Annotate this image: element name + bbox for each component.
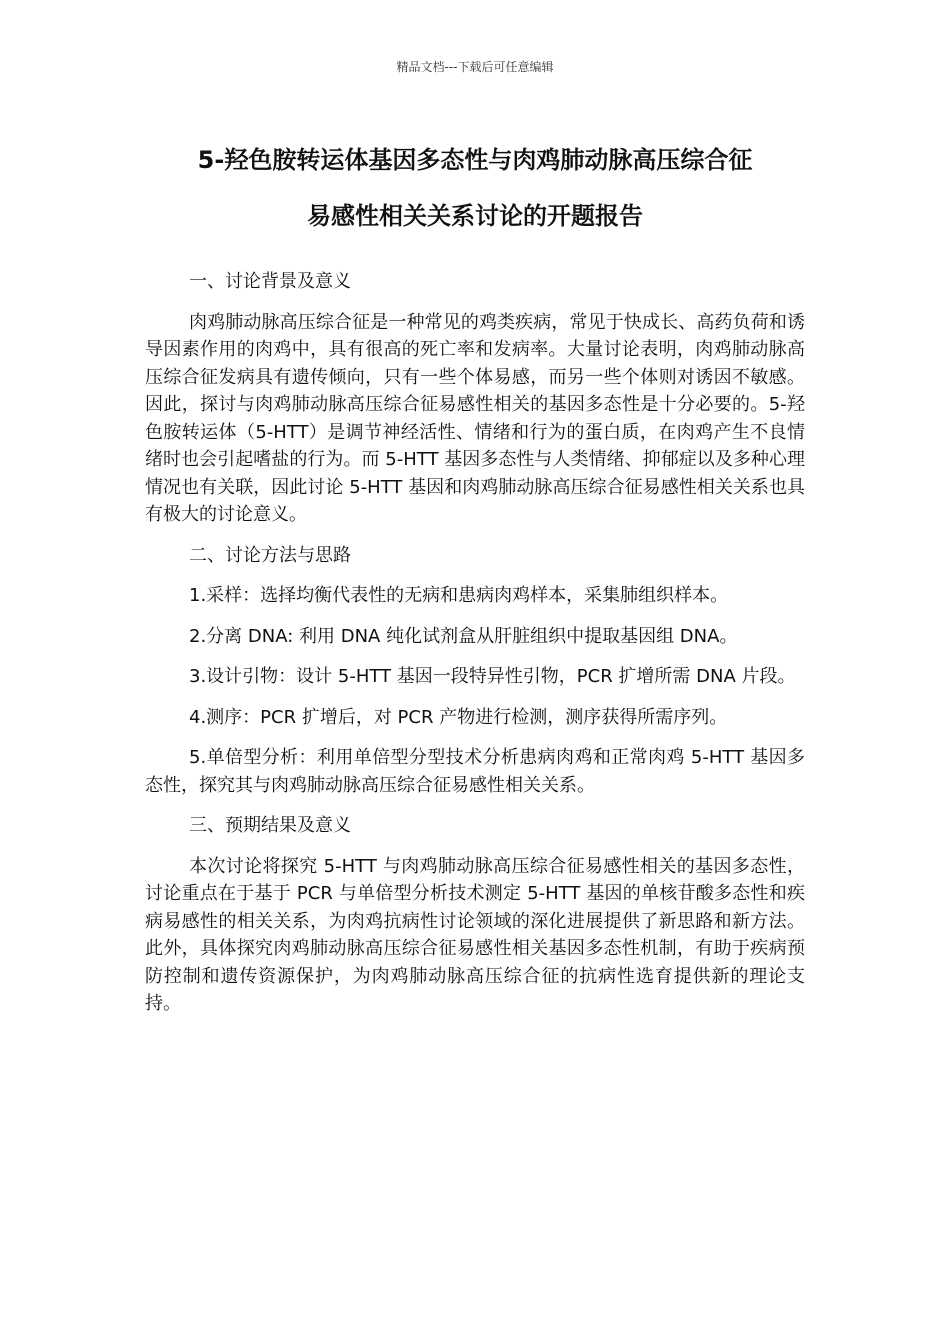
- background-paragraph: 肉鸡肺动脉高压综合征是一种常见的鸡类疾病，常见于快成长、高药负荷和诱导因素作用的肉鸡中，具有很高的死亡率和发病率。大量讨论表明，肉鸡肺动脉高压综合征发病具有遗传倾向，只有一些个体易感，而另一些个体则对诱因不敏感。因此，探讨与肉鸡肺动脉高压综合征易感性相关的基因多态性是十分必要的。5-羟色胺转运体（5-HTT）是调节神经活性、情绪和行为的蛋白质，在肉鸡产生不良情绪时也会引起嗜盐的行为。而 5-HTT 基因多态性与人类情绪、抑郁症以及多种心理情况也有关联，因此讨论 5-HTT 基因和肉鸡肺动脉高压综合征易感性相关关系也具有极大的讨论意义。: [145, 311, 805, 525]
- document-title-line-1: 5-羟色胺转运体基因多态性与肉鸡肺动脉高压综合征: [197, 146, 753, 174]
- header-note: 精品文档---下载后可任意编辑: [396, 60, 554, 74]
- method-step-3: 3.设计引物：设计 5-HTT 基因一段特异性引物，PCR 扩增所需 DNA 片段。: [189, 666, 796, 687]
- method-step-4: 4.测序：PCR 扩增后，对 PCR 产物进行检测，测序获得所需序列。: [189, 706, 728, 728]
- expected-results-paragraph: 本次讨论将探究 5-HTT 与肉鸡肺动脉高压综合征易感性相关的基因多态性，讨论重点在于基于 PCR 与单倍型分析技术测定 5-HTT 基因的单核苷酸多态性和疾病易感性的相关关系，为肉鸡抗病性讨论领域的深化进展提供了新思路和新方法。此外，具体探究肉鸡肺动脉高压综合征易感性相关基因多态性机制，有助于疾病预防控制和遗传资源保护，为肉鸡肺动脉高压综合征的抗病性选育提供新的理论支持。: [145, 855, 805, 1014]
- method-step-1: 1.采样：选择均衡代表性的无病和患病肉鸡样本，采集肺组织样本。: [189, 585, 729, 606]
- document-title-line-2: 易感性相关关系讨论的开题报告: [307, 202, 643, 230]
- section-heading-background: 一、讨论背景及意义: [189, 271, 351, 292]
- section-heading-methods: 二、讨论方法与思路: [189, 544, 351, 566]
- method-step-2: 2.分离 DNA: 利用 DNA 纯化试剂盒从肝脏组织中提取基因组 DNA。: [189, 625, 738, 647]
- section-heading-expected-results: 三、预期结果及意义: [189, 815, 351, 836]
- document-body: [145, 268, 805, 1031]
- method-step-5: 5.单倍型分析：利用单倍型分型技术分析患病肉鸡和正常肉鸡 5-HTT 基因多态性，探究其与肉鸡肺动脉高压综合征易感性相关关系。: [145, 747, 805, 796]
